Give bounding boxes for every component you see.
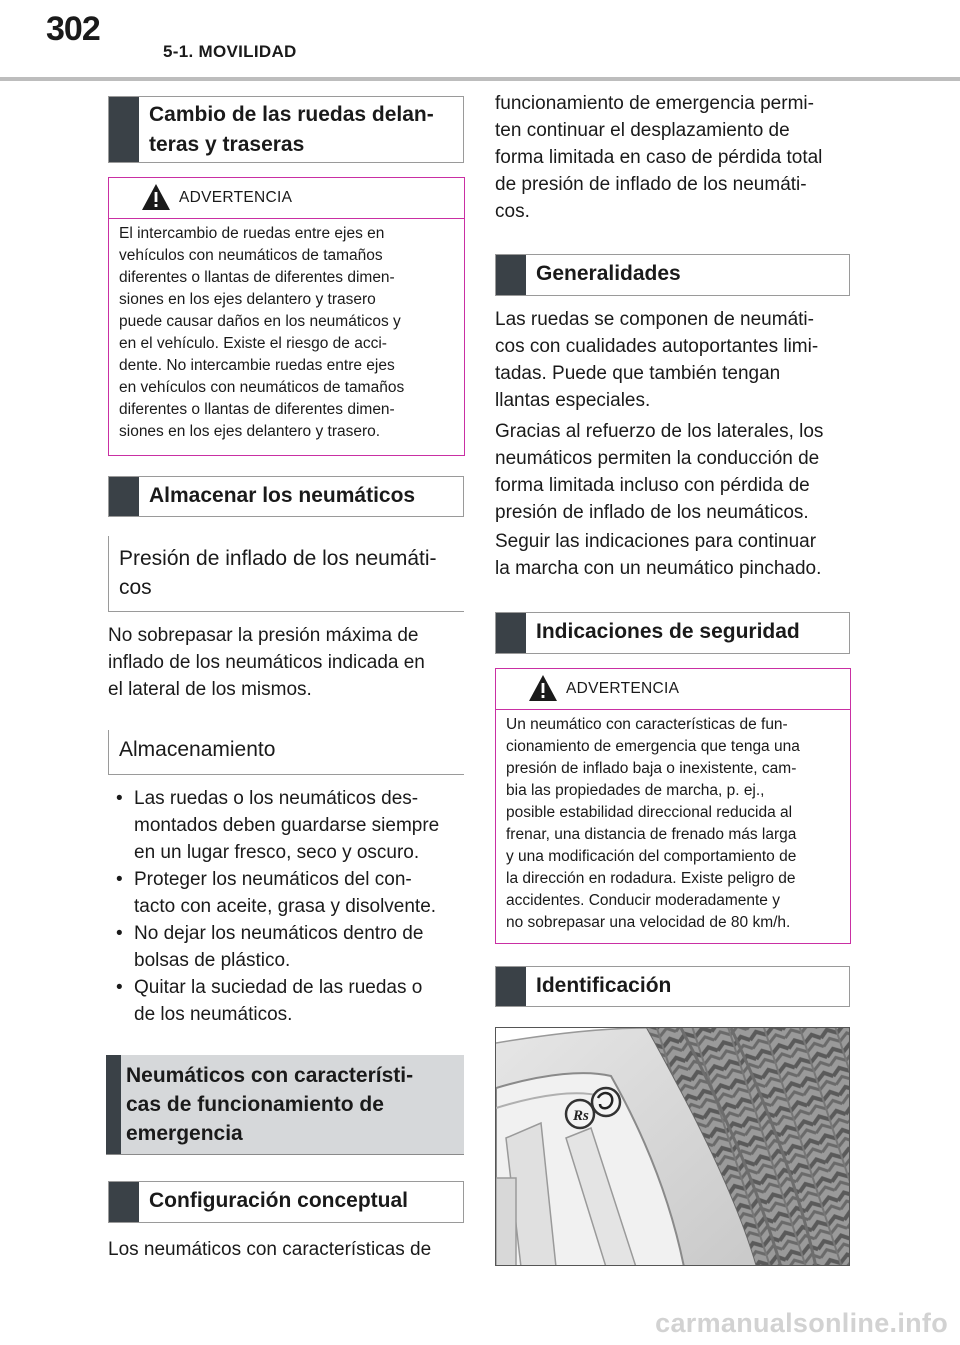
section-title: 5-1. MOVILIDAD bbox=[163, 42, 297, 61]
paragraph-generalidades-3: Seguir las indicaciones para continuar la marcha con un neumático pinchado. bbox=[495, 531, 822, 579]
subheading-almacenamiento bbox=[108, 730, 464, 775]
heading-text: Cambio de las ruedas delan- teras y traseras bbox=[149, 103, 434, 156]
warning-triangle-icon bbox=[528, 674, 558, 702]
page-number: 302 bbox=[46, 10, 100, 48]
warning-header bbox=[109, 178, 464, 219]
run-flat-symbol-text: Rs bbox=[573, 1108, 589, 1124]
heading-neumaticos-emergencia bbox=[106, 1055, 464, 1155]
header-rule bbox=[0, 77, 960, 81]
paragraph-continuacion: funcionamiento de emergencia permi- ten continuar el desplazamiento de forma limitada en caso de pérdida total de presión de inflado de los neumáti- cos. bbox=[495, 93, 823, 222]
heading-text: Almacenar los neumáticos bbox=[149, 484, 416, 507]
heading-text: Identificación bbox=[536, 974, 672, 997]
heading-almacenar bbox=[108, 476, 464, 517]
heading-text: Generalidades bbox=[536, 262, 681, 285]
heading-accent-bar bbox=[496, 967, 526, 1006]
warning-text: Un neumático con características de fun- cionamiento de emergencia que tenga una presión de inflado baja o inexistente, cam- bia las propiedades de marcha, p. ej., posible estabilidad direccional reducida al frenar, una distancia de frenado más larga y una modificación del comportamiento de la dirección en rodadura. Existe peligro de accidentes. Conducir moderadamente y no sobrepasar una velocidad de 80 km/h. bbox=[506, 716, 800, 931]
list-item: • No dejar los neumáticos dentro de bolsas de plástico. bbox=[108, 920, 468, 974]
heading-text: Neumáticos con característi- cas de funcionamiento de emergencia bbox=[126, 1064, 414, 1145]
heading-accent-bar bbox=[109, 477, 139, 516]
tire-illustration bbox=[495, 1027, 850, 1266]
list-item: • Proteger los neumáticos del con- tacto con aceite, grasa y disolvente. bbox=[108, 866, 468, 920]
watermark: carmanualsonline.info bbox=[655, 1308, 948, 1338]
list-item: • Las ruedas o los neumáticos des- montados deben guardarse siempre en un lugar fresco, seco y oscuro. bbox=[108, 785, 468, 866]
warning-title: ADVERTENCIA bbox=[566, 680, 680, 697]
heading-text: Indicaciones de seguridad bbox=[536, 620, 800, 643]
warning-header bbox=[496, 669, 850, 710]
subheading-text: Almacenamiento bbox=[119, 738, 276, 761]
heading-configuracion bbox=[108, 1181, 464, 1223]
warning-box-cambio bbox=[108, 177, 465, 456]
tire-drawing bbox=[496, 1028, 850, 1266]
heading-accent-bar bbox=[109, 1182, 139, 1222]
paragraph-generalidades-1: Las ruedas se componen de neumáti- cos con cualidades autoportantes limi- tadas. Puede que también tengan llantas especiales. bbox=[495, 309, 819, 411]
warning-triangle-icon bbox=[141, 183, 171, 211]
paragraph-presion: No sobrepasar la presión máxima de inflado de los neumáticos indicada en el lateral de los mismos. bbox=[108, 625, 425, 700]
heading-accent-bar bbox=[496, 255, 526, 295]
heading-accent-bar bbox=[496, 613, 526, 653]
heading-seguridad bbox=[495, 612, 850, 654]
paragraph-generalidades-2: Gracias al refuerzo de los laterales, los neumáticos permiten la conducción de forma limitada incluso con pérdida de presión de inflado de los neumáticos. bbox=[495, 421, 824, 523]
subheading-presion bbox=[108, 536, 464, 612]
heading-identificacion bbox=[495, 966, 850, 1007]
warning-title: ADVERTENCIA bbox=[179, 189, 293, 206]
warning-text: El intercambio de ruedas entre ejes en vehículos con neumáticos de tamaños diferentes o llantas de diferentes dimen- siones en los ejes delantero y trasero puede causar daños en los neumáticos y en el vehículo. Existe el riesgo de acci- dente. No intercambie ruedas entre ejes en vehículos con neumáticos de tamaños diferentes o llantas de diferentes dimen- siones en los ejes delantero y trasero. bbox=[119, 225, 405, 440]
paragraph-configuracion: Los neumáticos con características de bbox=[108, 1239, 432, 1260]
storage-bullet-list bbox=[108, 785, 468, 1028]
heading-text: Configuración conceptual bbox=[149, 1189, 409, 1212]
heading-accent-bar bbox=[109, 97, 139, 162]
list-item: • Quitar la suciedad de las ruedas o de los neumáticos. bbox=[108, 974, 468, 1028]
subheading-text: Presión de inflado de los neumáti- cos bbox=[119, 547, 437, 599]
heading-accent-bar bbox=[106, 1055, 121, 1154]
heading-generalidades bbox=[495, 254, 850, 296]
heading-cambio-ruedas bbox=[108, 96, 464, 163]
warning-box-seguridad bbox=[495, 668, 851, 944]
